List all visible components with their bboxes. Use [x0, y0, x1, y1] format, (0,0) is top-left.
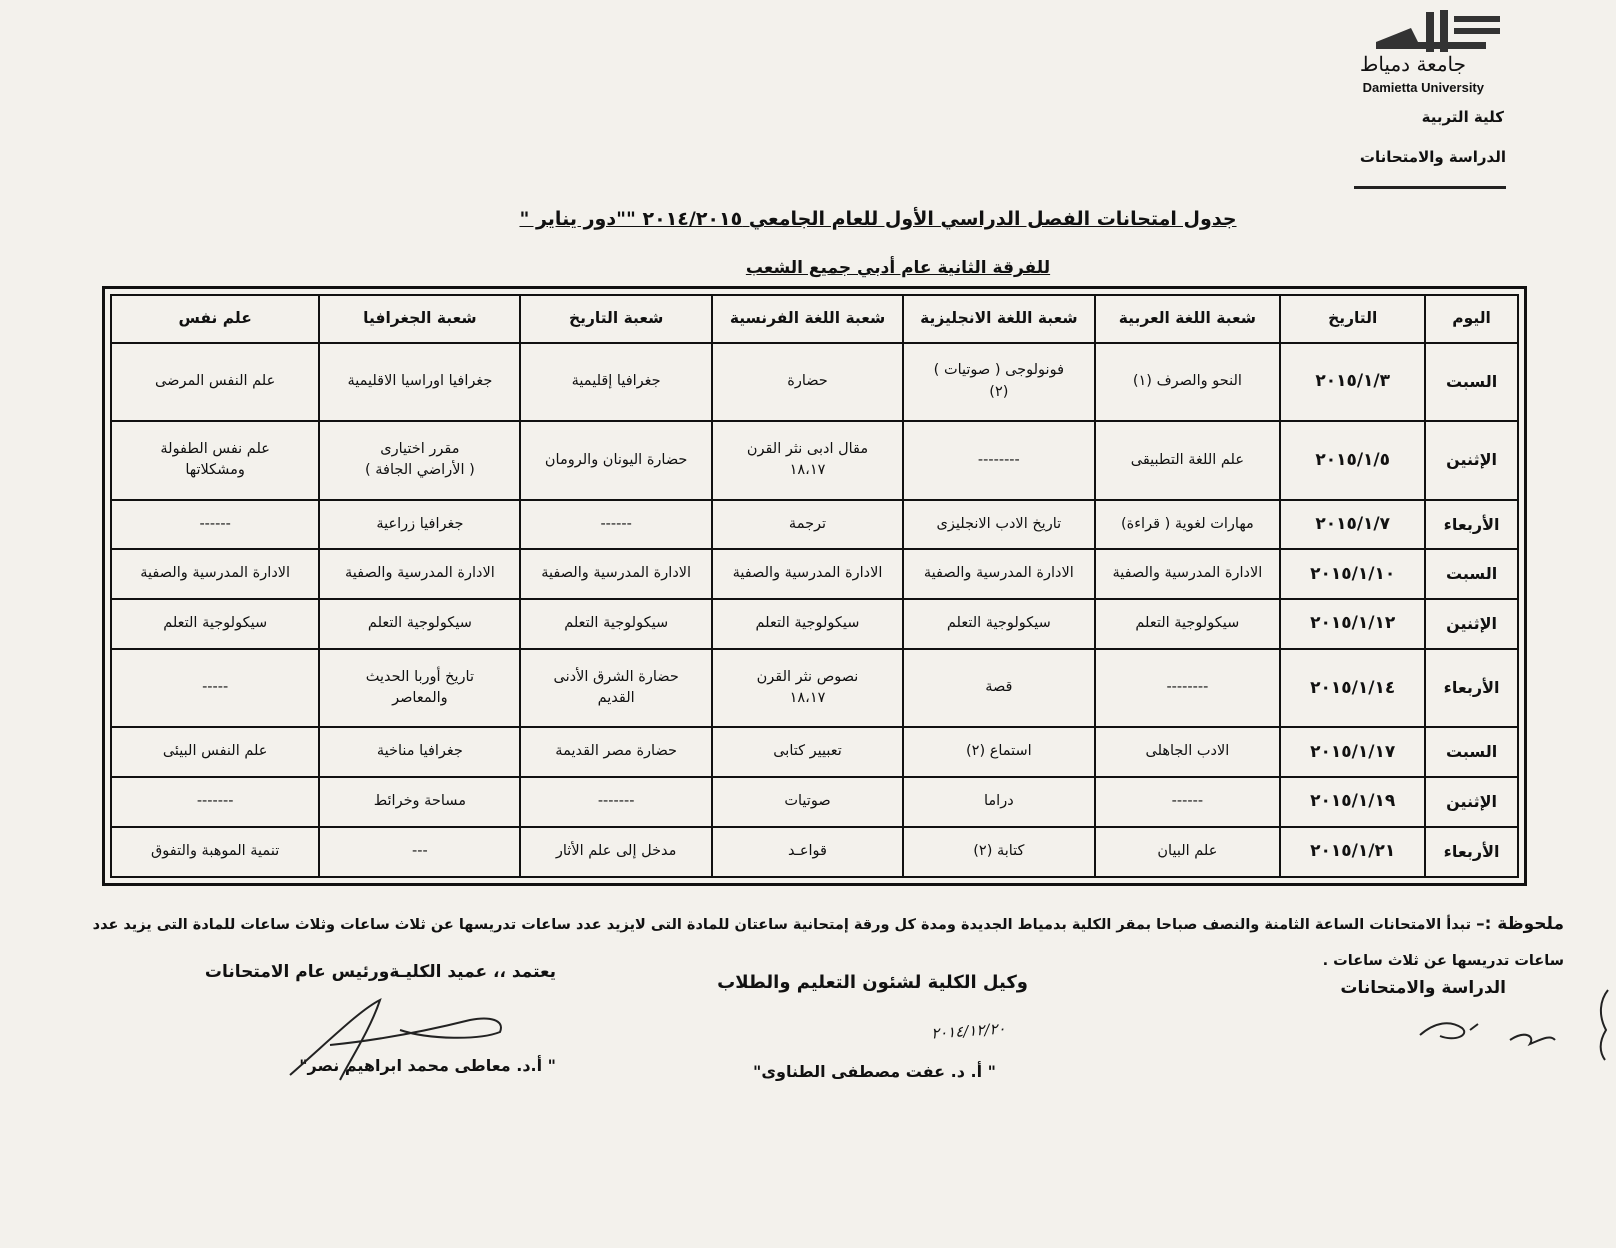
exam-cell: تاريخ الادب الانجليزى [903, 500, 1094, 550]
exam-cell: ------- [520, 777, 711, 827]
exam-cell: سيكولوجية التعلم [319, 599, 520, 649]
exam-cell: ------ [1095, 777, 1281, 827]
document-subtitle: للفرقة الثانية عام أدبي جميع الشعب [745, 258, 1051, 278]
exam-cell: علم النفس البيئى [111, 727, 319, 777]
table-row [111, 727, 1518, 777]
faculty-name: كلية التربية [1421, 108, 1504, 126]
side-initials-scribble [1510, 1035, 1555, 1044]
exam-cell: الادارة المدرسية والصفية [111, 549, 319, 599]
note-text: تبدأ الامتحانات الساعة الثامنة والنصف صباحا بمقر الكلية بدمياط الجديدة ومدة كل ورقة إمتحانية ساعتان للمادة التى لايزيد عدد ساعات تدريسها عن ثلاث ساعات وثلاث ساعات للمادة التى يزيد عدد ساعات تدريسها عن ثلاث ساعات . [92, 917, 1564, 969]
exam-cell: قواعـد [712, 827, 903, 877]
note-label: ملحوظة :– [1476, 914, 1564, 934]
column-header: علم نفس [111, 295, 319, 343]
column-header: شعبة اللغة الفرنسية [712, 295, 903, 343]
exam-cell: حضارة الشرق الأدنى القديم [520, 649, 711, 727]
handwritten-date: ٢٠١٤/١٢/٢٠ [930, 1019, 1007, 1043]
day-cell: الإثنين [1425, 421, 1518, 499]
table-row [111, 599, 1518, 649]
signature-vice-dean-title: وكيل الكلية لشئون التعليم والطلاب [717, 972, 1028, 993]
exam-cell: تاريخ أوربا الحديث والمعاصر [319, 649, 520, 727]
exam-cell: مساحة وخرائط [319, 777, 520, 827]
signature-studies-dept: الدراسة والامتحانات [1340, 978, 1506, 998]
day-cell: الإثنين [1425, 777, 1518, 827]
day-cell: الأربعاء [1425, 649, 1518, 727]
table-row [111, 649, 1518, 727]
column-header: شعبة التاريخ [520, 295, 711, 343]
header-divider [1354, 186, 1506, 189]
column-header: التاريخ [1280, 295, 1425, 343]
exam-schedule-table-frame [102, 286, 1527, 886]
exam-cell: مقرر اختيارى ( الأراضي الجافة ) [319, 421, 520, 499]
date-cell: ٢٠١٥/١/٧ [1280, 500, 1425, 550]
exam-cell: ------ [111, 500, 319, 550]
exam-cell: النحو والصرف (١) [1095, 343, 1281, 421]
exam-cell: جغرافيا إقليمية [520, 343, 711, 421]
exam-cell: الادارة المدرسية والصفية [903, 549, 1094, 599]
column-header: شعبة اللغة الانجليزية [903, 295, 1094, 343]
column-header: شعبة اللغة العربية [1095, 295, 1281, 343]
exam-cell: سيكولوجية التعلم [1095, 599, 1281, 649]
table-row [111, 343, 1518, 421]
signature-vice-dean-name: " أ. د. عفت مصطفى الطناوى" [753, 1062, 996, 1081]
column-header: شعبة الجغرافيا [319, 295, 520, 343]
exam-cell: -------- [1095, 649, 1281, 727]
exam-cell: علم اللغة التطبيقى [1095, 421, 1281, 499]
exam-cell: استماع (٢) [903, 727, 1094, 777]
day-cell: السبت [1425, 727, 1518, 777]
exam-cell: الادارة المدرسية والصفية [1095, 549, 1281, 599]
table-row [111, 421, 1518, 499]
exam-cell: سيكولوجية التعلم [111, 599, 319, 649]
exam-cell: ----- [111, 649, 319, 727]
date-cell: ٢٠١٥/١/١٩ [1280, 777, 1425, 827]
exam-cell: حضارة [712, 343, 903, 421]
exam-cell: صوتيات [712, 777, 903, 827]
page-edge-mark [1601, 990, 1608, 1060]
exam-cell: علم النفس المرضى [111, 343, 319, 421]
exam-cell: الادارة المدرسية والصفية [319, 549, 520, 599]
date-cell: ٢٠١٥/١/١٤ [1280, 649, 1425, 727]
column-header: اليوم [1425, 295, 1518, 343]
date-cell: ٢٠١٥/١/٥ [1280, 421, 1425, 499]
exam-cell: سيكولوجية التعلم [520, 599, 711, 649]
day-cell: الأربعاء [1425, 827, 1518, 877]
document-title: جدول امتحانات الفصل الدراسي الأول للعام الجامعي ٢٠١٤/٢٠١٥ ""دور يناير " [519, 208, 1237, 230]
exam-cell: مدخل إلى علم الأثار [520, 827, 711, 877]
exam-cell: مهارات لغوية ( قراءة) [1095, 500, 1281, 550]
signature-dean-title: يعتمد ،، عميد الكليـةورئيس عام الامتحانات [204, 962, 556, 982]
exam-cell: جغرافيا مناخية [319, 727, 520, 777]
exam-cell: فونولوجى ( صوتيات ) (٢) [903, 343, 1094, 421]
exam-cell: حضارة مصر القديمة [520, 727, 711, 777]
exam-cell: جغرافيا زراعية [319, 500, 520, 550]
exam-cell: تعبيير كتابى [712, 727, 903, 777]
day-cell: السبت [1425, 549, 1518, 599]
exam-cell: جغرافيا اوراسيا الاقليمية [319, 343, 520, 421]
exam-cell: تنمية الموهبة والتفوق [111, 827, 319, 877]
exam-cell: --- [319, 827, 520, 877]
table-header-row [111, 295, 1518, 343]
exam-cell: قصة [903, 649, 1094, 727]
exam-cell: نصوص نثر القرن ١٨،١٧ [712, 649, 903, 727]
table-row [111, 827, 1518, 877]
exam-cell: حضارة اليونان والرومان [520, 421, 711, 499]
date-cell: ٢٠١٥/١/١٠ [1280, 549, 1425, 599]
department-name: الدراسة والامتحانات [1359, 148, 1506, 166]
exam-cell: مقال ادبى نثر القرن ١٨،١٧ [712, 421, 903, 499]
table-body [111, 343, 1518, 877]
exam-cell: -------- [903, 421, 1094, 499]
date-cell: ٢٠١٥/١/٣ [1280, 343, 1425, 421]
table-row [111, 500, 1518, 550]
exam-cell: الادب الجاهلى [1095, 727, 1281, 777]
exam-schedule-table [110, 294, 1519, 878]
exam-cell: ترجمة [712, 500, 903, 550]
date-cell: ٢٠١٥/١/١٢ [1280, 599, 1425, 649]
date-cell: ٢٠١٥/١/١٧ [1280, 727, 1425, 777]
exam-cell: دراما [903, 777, 1094, 827]
exam-cell: كتابة (٢) [903, 827, 1094, 877]
exam-cell: ------ [520, 500, 711, 550]
university-name-en: Damietta University [1362, 80, 1484, 95]
date-cell: ٢٠١٥/١/٢١ [1280, 827, 1425, 877]
exam-cell: علم نفس الطفولة ومشكلاتها [111, 421, 319, 499]
table-row [111, 549, 1518, 599]
exam-cell: سيكولوجية التعلم [903, 599, 1094, 649]
exam-cell: سيكولوجية التعلم [712, 599, 903, 649]
university-name-ar: جامعة دمياط [1359, 52, 1466, 76]
signature-dean-name: " أ.د. معاطى محمد ابراهيم نصر" [299, 1056, 556, 1075]
exam-cell: الادارة المدرسية والصفية [712, 549, 903, 599]
table-row [111, 777, 1518, 827]
day-cell: الأربعاء [1425, 500, 1518, 550]
exam-cell: الادارة المدرسية والصفية [520, 549, 711, 599]
studies-signature-scribble [1420, 1023, 1478, 1038]
exam-cell: علم البيان [1095, 827, 1281, 877]
day-cell: السبت [1425, 343, 1518, 421]
exam-cell: ------- [111, 777, 319, 827]
day-cell: الإثنين [1425, 599, 1518, 649]
